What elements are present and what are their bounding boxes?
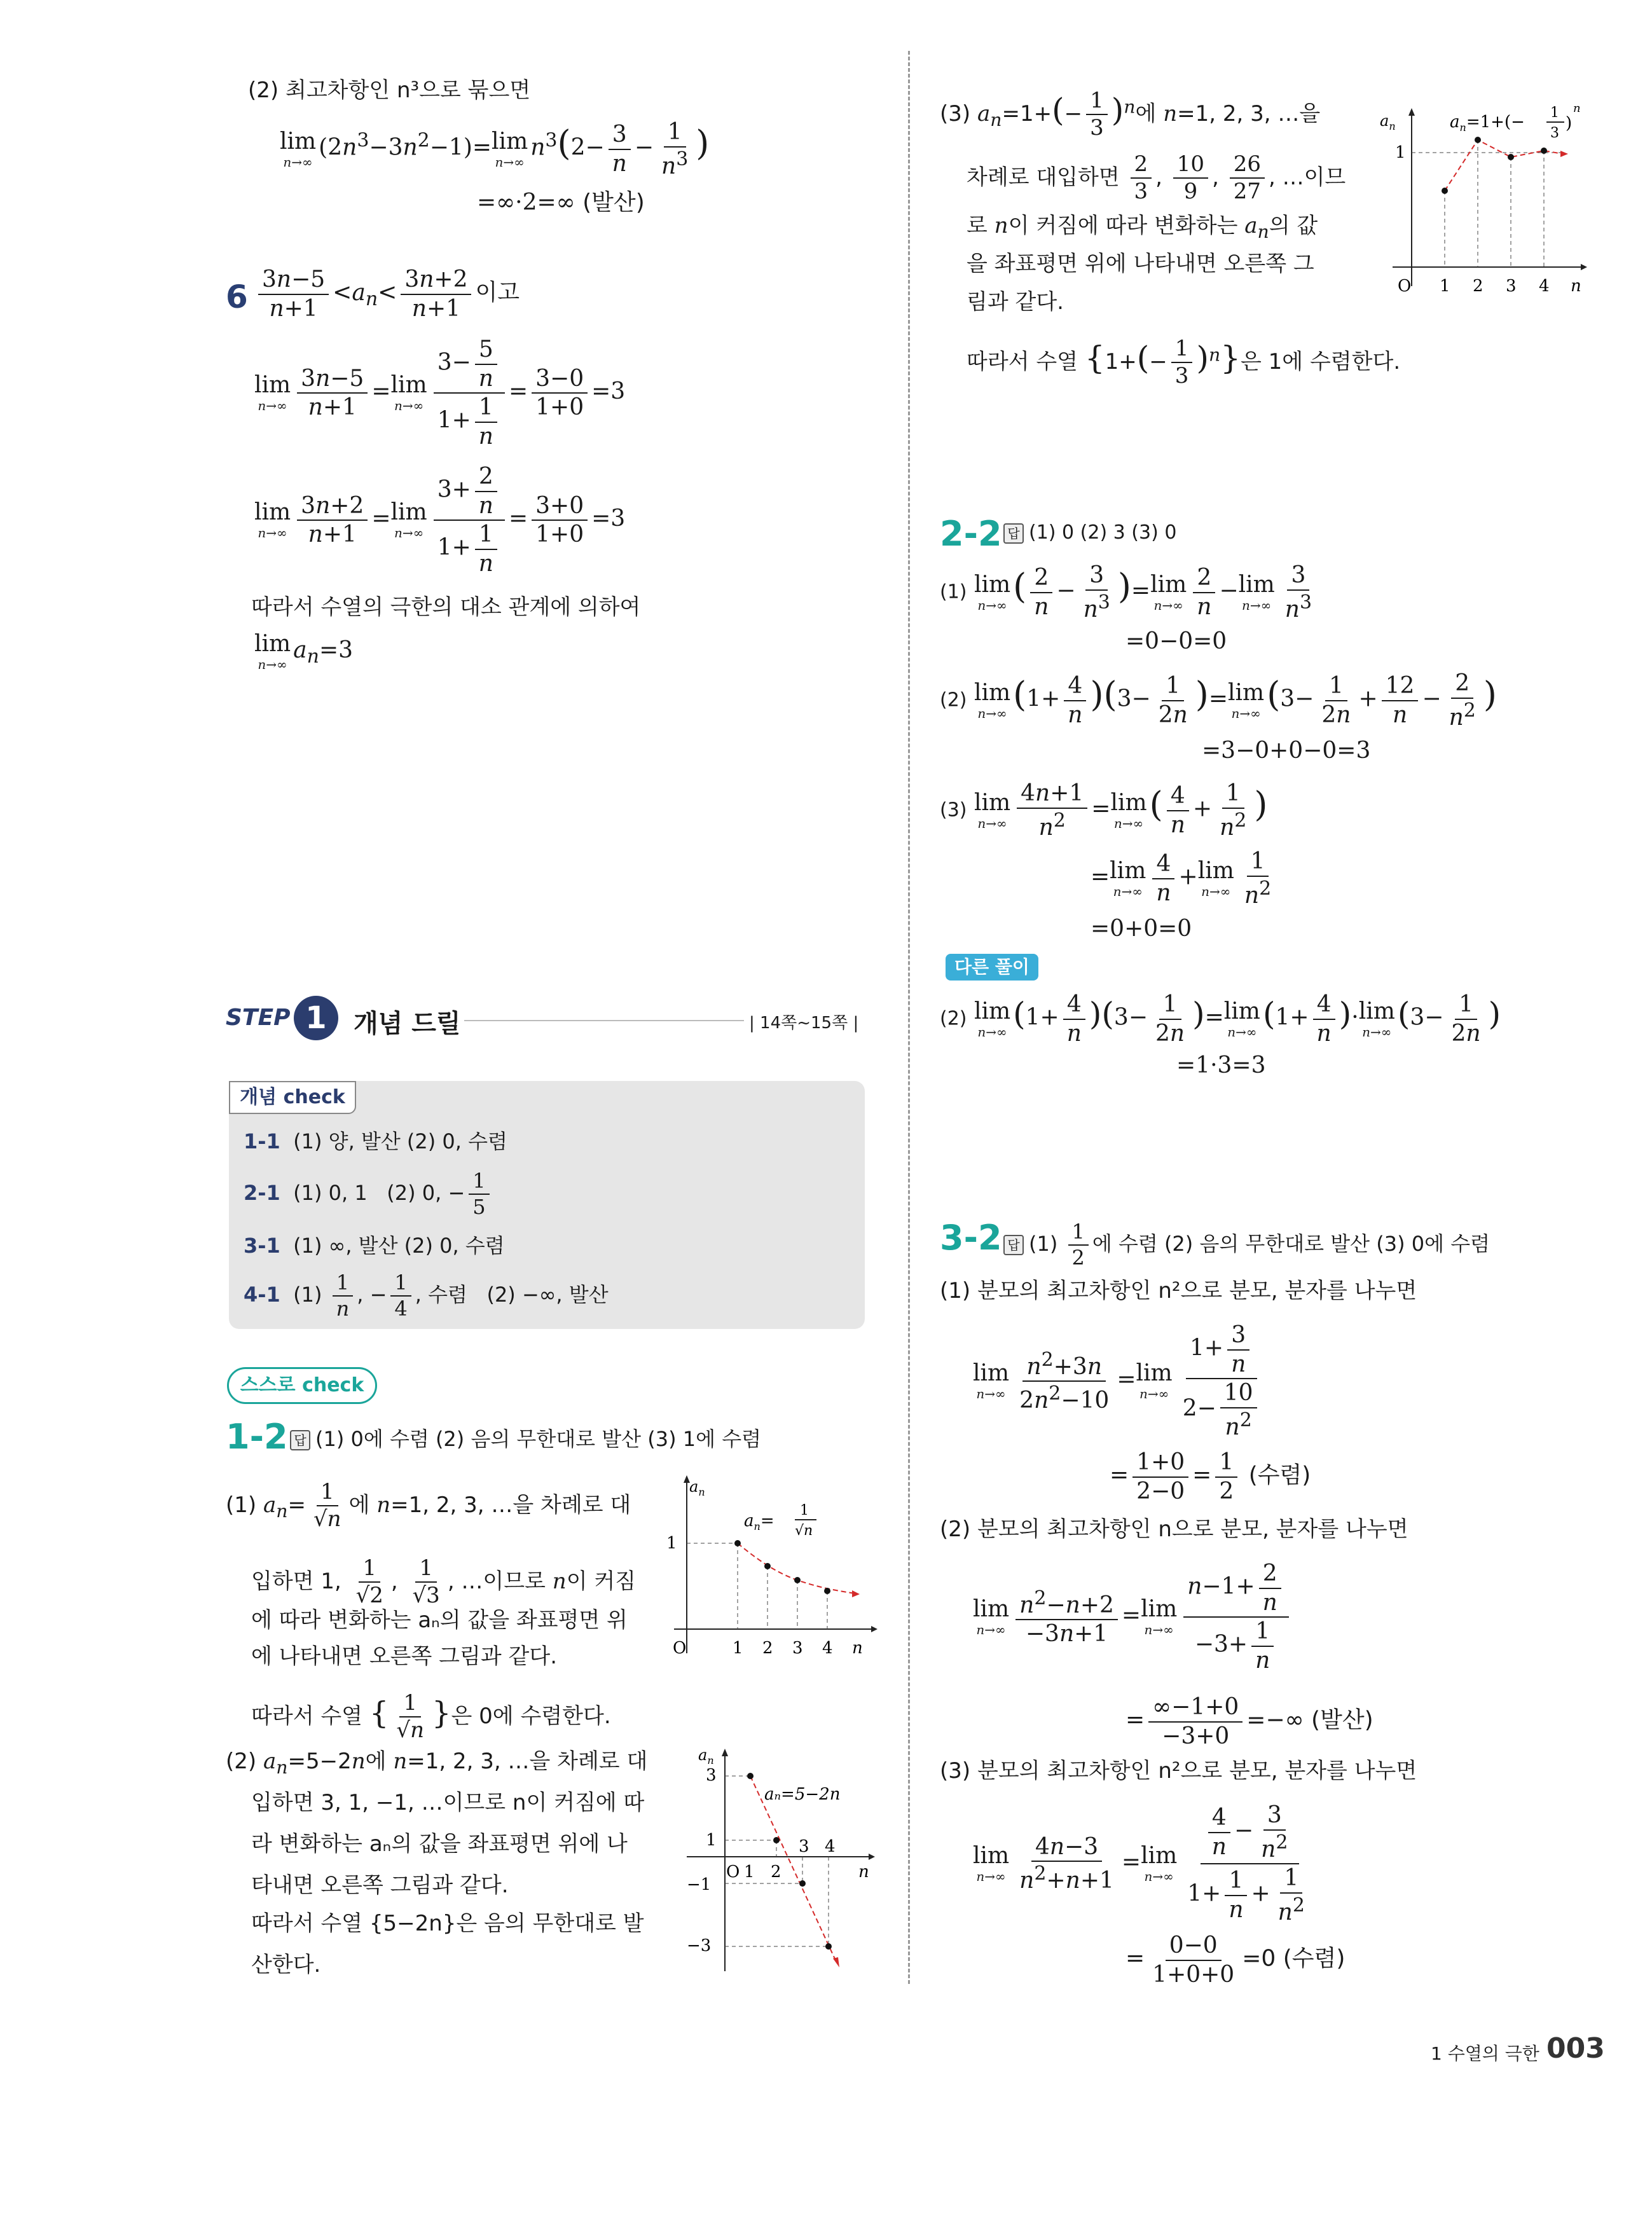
svg-text:2: 2 [1473, 277, 1483, 296]
svg-text:n: n [858, 1862, 869, 1882]
answer-icon: 답 [1003, 523, 1024, 544]
q12-p1-line5: 따라서 수열 { $\frac{1}{√n}$ }은 0에 수렴한다. [251, 1690, 611, 1744]
p3-line1: (3) $a_n=1+(-$ $\frac{1}{3}$ )$^n$에 n=1, 2, 3, …을 [940, 88, 1321, 141]
svg-text:4: 4 [822, 1639, 833, 1658]
q32-p3-eq: lim n→∞ $\frac{4n-3}{n^2+n+1}$ =lim n→∞ $\frac{4}{n}$ − $\frac{3}{n^2}$ 1+ $\frac{1}{n}$ + $\frac{1}{n^2}$ [973, 1802, 1305, 1925]
svg-text:n: n [1573, 102, 1581, 115]
step-label: STEP [226, 1005, 291, 1031]
q22-answer: 답 (1) 0 (2) 3 (3) 0 [998, 521, 1176, 544]
answer-icon: 답 [290, 1430, 310, 1450]
svg-text:3: 3 [1506, 277, 1517, 296]
q32-p1-result: = $\frac{1+0}{2-0}$ = $\frac{1}{2}$ (수렴) [1110, 1449, 1311, 1504]
q32-number: 3-2 [940, 1218, 1002, 1258]
svg-text:√n: √n [795, 1523, 813, 1539]
q6-lim-lower: lim n→∞ $\frac{3n-5}{n+1}$ =lim n→∞ 3− $\frac{5}{n}$ 1+ $\frac{1}{n}$ = $\frac{3-0}{1+0}$ =3 [254, 336, 626, 450]
q6-number: 6 [226, 279, 248, 315]
q32-p2-intro: (2) 분모의 최고차항인 n으로 분모, 분자를 나누면 [940, 1517, 1408, 1542]
svg-text:an: $a_n$ [698, 1746, 714, 1766]
svg-text:1: 1 [666, 1534, 677, 1553]
answer-icon: 답 [1003, 1235, 1024, 1255]
q22-p2-result: =3−0+0−0=3 [1202, 738, 1371, 764]
page-number: 003 [1546, 2032, 1605, 2065]
graph2-label: aₙ=5−2n [764, 1785, 841, 1804]
p2-intro: (2) 최고차항인 n³으로 묶으면 [248, 78, 531, 103]
svg-text:1: 1 [733, 1639, 743, 1658]
svg-text:1: 1 [1550, 105, 1559, 121]
svg-text:O: O [673, 1639, 687, 1658]
svg-text:n: n [1571, 277, 1581, 296]
q12-p2-line1: (2) $a_n=5-2n$에 n=1, 2, 3, …을 차례로 대 [226, 1749, 648, 1778]
q22-p2: (2) lim n→∞ (1+ $\frac{4}{n}$ )(3− $\frac{1}{2n}$ )=lim n→∞ (3− $\frac{1}{2n}$ + $\frac{12}{n}$ − $\frac{2}{n^2}$ ) [940, 670, 1497, 731]
p2-line1: lim n→∞ $(2n^3-3n^2-1)=\lim$ n→∞ $n^3(2-$ $\frac{3}{n}$ − $\frac{1}{n^3}$ ) [280, 119, 710, 179]
graph-3-alternating [1380, 89, 1596, 299]
svg-text:4: 4 [1539, 277, 1550, 296]
svg-text:3: 3 [792, 1639, 803, 1658]
q6-intro: $\frac{3n-5}{n+1}$ $<a_n<$ $\frac{3n+2}{n+1}$ 이고 [254, 267, 520, 321]
q6-conclusion: 따라서 수열의 극한의 대소 관계에 의하여 [251, 595, 641, 620]
q22-alt: (2) lim n→∞ (1+ $\frac{4}{n}$ )(3− $\frac{1}{2n}$ )=lim n→∞ (1+ $\frac{4}{n}$ )·lim n→∞ (3− $\frac{1}{2n}$ ) [940, 991, 1501, 1047]
q32-p3-intro: (3) 분모의 최고차항인 n²으로 분모, 분자를 나누면 [940, 1758, 1417, 1784]
q12-p1-line2: 입하면 1, $\frac{1}{√2}$ , $\frac{1}{√3}$ , …이므로 n이 커짐 [251, 1555, 637, 1609]
q22-p1: (1) lim n→∞ ( $\frac{2}{n}$ − $\frac{3}{n^3}$ )=lim n→∞ $\frac{2}{n}$ −lim n→∞ $\frac{3}{n^3}$ [940, 562, 1312, 623]
q12-p2-line4: 타내면 오른쪽 그림과 같다. [251, 1873, 509, 1898]
q12-p2-line3: 라 변화하는 aₙ의 값을 좌표평면 위에 나 [251, 1831, 628, 1857]
svg-text:−1: −1 [687, 1875, 712, 1894]
q12-p1-line3: 에 따라 변화하는 aₙ의 값을 좌표평면 위 [251, 1607, 628, 1633]
q32-p1-eq: lim n→∞ $\frac{n^2+3n}{2n^2-10}$ =lim n→∞ 1+ $\frac{3}{n}$ 2− $\frac{10}{n^2}$ [973, 1323, 1269, 1440]
q12-p2-line5: 따라서 수열 {5−2n}은 음의 무한대로 발 [251, 1911, 644, 1936]
step-number-badge: 1 [294, 996, 338, 1040]
svg-text:1: 1 [706, 1831, 717, 1850]
svg-text:1: 1 [800, 1503, 809, 1518]
p3-line2: 차례로 대입하면 $\frac{2}{3}$ , $\frac{10}{9}$ , $\frac{26}{27}$ , …이므 [967, 151, 1346, 205]
self-check-pill: 스스로 check [227, 1367, 377, 1404]
p3-line5: 림과 같다. [967, 289, 1064, 315]
svg-text:−3: −3 [687, 1936, 712, 1955]
svg-text:2: 2 [762, 1639, 773, 1658]
q22-number: 2-2 [940, 514, 1002, 554]
column-divider [908, 51, 910, 1984]
graph-2-linear [674, 1742, 878, 1978]
svg-text:3: 3 [706, 1766, 717, 1785]
step-rule [464, 1020, 744, 1021]
svg-text:O: O [1398, 277, 1412, 296]
svg-text:1: 1 [1440, 277, 1450, 296]
q32-answer: 답 (1) $\frac{1}{2}$ 에 수렴 (2) 음의 무한대로 발산 (3) 0에 수렴 [998, 1221, 1490, 1269]
svg-text:1: 1 [744, 1862, 755, 1882]
svg-text:an=1+(−: $a_n=1+(-$ [1450, 113, 1525, 134]
q6-result: lim n→∞ $a_n=3$ [254, 631, 354, 672]
q12-p2-line6: 산한다. [251, 1952, 321, 1978]
q32-p2-result: = $\frac{\infty-1+0}{-3+0}$ =−∞ (발산) [1125, 1694, 1373, 1749]
svg-text:1: 1 [1395, 143, 1406, 162]
svg-text:4: 4 [825, 1837, 836, 1856]
svg-text:3: 3 [799, 1837, 809, 1856]
svg-text:): ) [1566, 114, 1573, 133]
q22-p1-result: =0−0=0 [1125, 628, 1227, 654]
q12-answer: 답 (1) 0에 수렴 (2) 음의 무한대로 발산 (3) 1에 수렴 [285, 1423, 761, 1452]
alt-solution-tag: 다른 풀이 [946, 954, 1038, 981]
q12-number: 1-2 [226, 1417, 288, 1457]
q12-p2-line2: 입하면 3, 1, −1, …이므로 n이 커짐에 따 [251, 1790, 645, 1815]
p3-line4: 을 좌표평면 위에 나타내면 오른쪽 그 [967, 251, 1314, 277]
p3-line6: 따라서 수열 {1+(− $\frac{1}{3}$ )$^n$}은 1에 수렴한다. [967, 336, 1401, 389]
q6-intro-tail: 이고 [475, 279, 520, 306]
q12-p1-line4: 에 나타내면 오른쪽 그림과 같다. [251, 1644, 558, 1669]
step-pages: | 14쪽~15쪽 | [749, 1014, 859, 1033]
concept-item-1: 1-1 (1) 양, 발산 (2) 0, 수렴 [244, 1129, 507, 1153]
q22-p3-step: =lim n→∞ $\frac{4}{n}$ +lim n→∞ $\frac{1}{n^2}$ [1091, 848, 1272, 909]
q32-p2-eq: lim n→∞ $\frac{n^2-n+2}{-3n+1}$ =lim n→∞ n−1+ $\frac{2}{n}$ −3+ $\frac{1}{n}$ [973, 1561, 1293, 1673]
q12-p1-line1: (1) $a_n=$ $\frac{1}{√n}$ 에 n=1, 2, 3, …을 차례로 대 [226, 1479, 631, 1532]
q22-p3-result: =0+0=0 [1091, 916, 1192, 942]
q32-p1-intro: (1) 분모의 최고차항인 n²으로 분모, 분자를 나누면 [940, 1278, 1417, 1304]
q32-p3-result: = $\frac{0-0}{1+0+0}$ =0 (수렴) [1125, 1932, 1346, 1988]
svg-text:2: 2 [771, 1862, 781, 1882]
p3-line3: 로 n이 커짐에 따라 변화하는 $a_n$의 값 [967, 213, 1318, 242]
svg-text:3: 3 [1550, 125, 1559, 141]
graph-1-sqrt [661, 1469, 878, 1660]
svg-text:an=: $a_n=$ [744, 1511, 774, 1532]
q22-p3: (3) lim n→∞ $\frac{4n+1}{n^2}$ =lim n→∞ ( $\frac{4}{n}$ + $\frac{1}{n^2}$ ) [940, 780, 1268, 841]
concept-item-3: 3-1 (1) ∞, 발산 (2) 0, 수렴 [244, 1234, 505, 1258]
concept-item-4: 4-1 (1) $\frac{1}{n}$ , − $\frac{1}{4}$ , 수렴 (2) −∞, 발산 [244, 1270, 609, 1321]
p2-line2: =∞·2=∞ (발산) [477, 189, 645, 216]
step-title: 개념 드릴 [354, 1009, 461, 1038]
q22-alt-result: =1·3=3 [1176, 1052, 1266, 1078]
footer-chapter: 1 수열의 극한 [1431, 2043, 1539, 2064]
q6-lim-upper: lim n→∞ $\frac{3n+2}{n+1}$ =lim n→∞ 3+ $\frac{2}{n}$ 1+ $\frac{1}{n}$ = $\frac{3+0}{1+0}$ =3 [254, 464, 626, 577]
svg-text:n: n [852, 1639, 863, 1658]
svg-text:an: $a_n$ [1380, 112, 1396, 132]
concept-item-2: 2-1 (1) 0, 1 (2) 0, − $\frac{1}{5}$ [244, 1170, 493, 1218]
svg-text:an: $a_n$ [689, 1478, 705, 1498]
svg-text:O: O [726, 1862, 740, 1882]
concept-check-label: 개념 check [229, 1081, 356, 1114]
